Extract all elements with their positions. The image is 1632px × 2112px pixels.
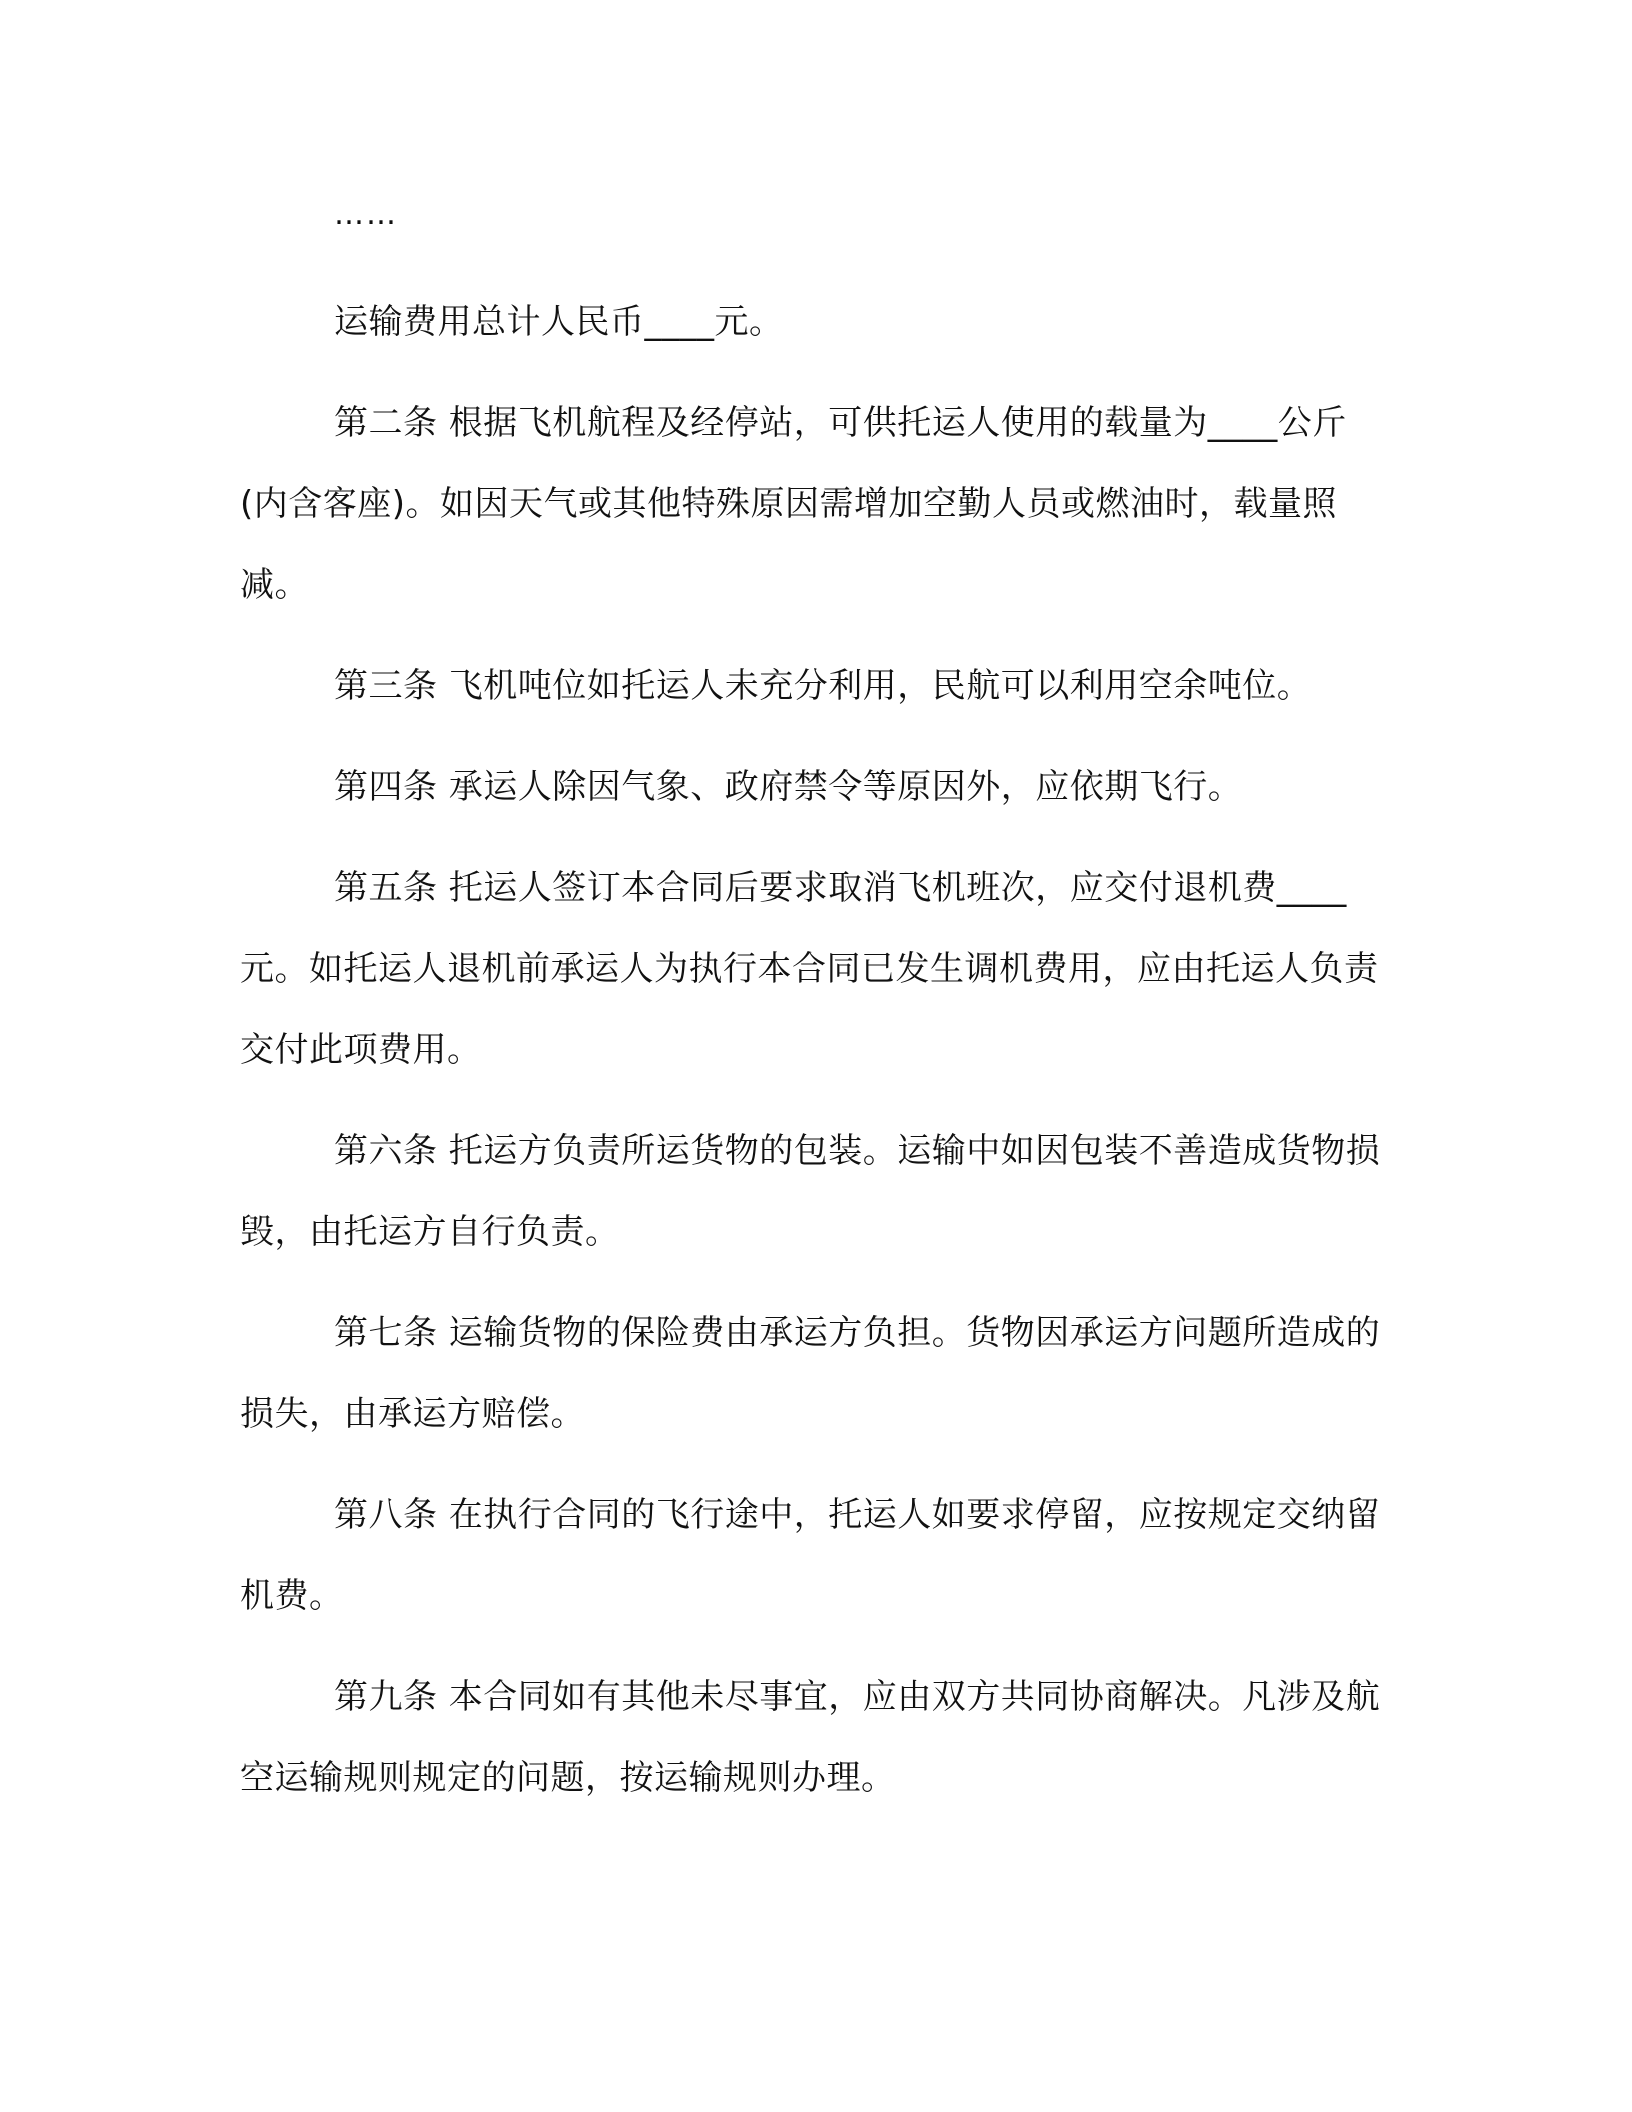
- paragraph-article-7: 第七条 运输货物的保险费由承运方负担。货物因承运方问题所造成的损失，由承运方赔偿。: [240, 1313, 1381, 1434]
- paragraph-article-6: 第六条 托运方负责所运货物的包装。运输中如因包装不善造成货物损毁，由托运方自行负责。: [240, 1131, 1381, 1252]
- paragraph-article-5: 第五条 托运人签订本合同后要求取消飞机班次，应交付退机费____元。如托运人退机前承运人为执行本合同已发生调机费用，应由托运人负责交付此项费用。: [240, 868, 1379, 1070]
- paragraph-article-8: 第八条 在执行合同的飞行途中，托运人如要求停留，应按规定交纳留机费。: [240, 1495, 1381, 1616]
- paragraph-article-9: 第九条 本合同如有其他未尽事宜，应由双方共同协商解决。凡涉及航空运输规则规定的问题，按运输规则办理。: [240, 1677, 1381, 1798]
- paragraph-article-3: 第三条 飞机吨位如托运人未充分利用，民航可以利用空余吨位。: [334, 666, 1312, 706]
- paragraph-article-4: 第四条 承运人除因气象、政府禁令等原因外，应依期飞行。: [334, 767, 1243, 807]
- contract-body: [240, 282, 1390, 1819]
- paragraph-total-fee: 运输费用总计人民币____元。: [334, 302, 784, 342]
- continuation-ellipsis: ……: [334, 197, 398, 232]
- paragraph-article-2: 第二条 根据飞机航程及经停站，可供托运人使用的载量为____公斤(内含客座)。如因天气或其他特殊原因需增加空勤人员或燃油时，载量照减。: [240, 403, 1347, 605]
